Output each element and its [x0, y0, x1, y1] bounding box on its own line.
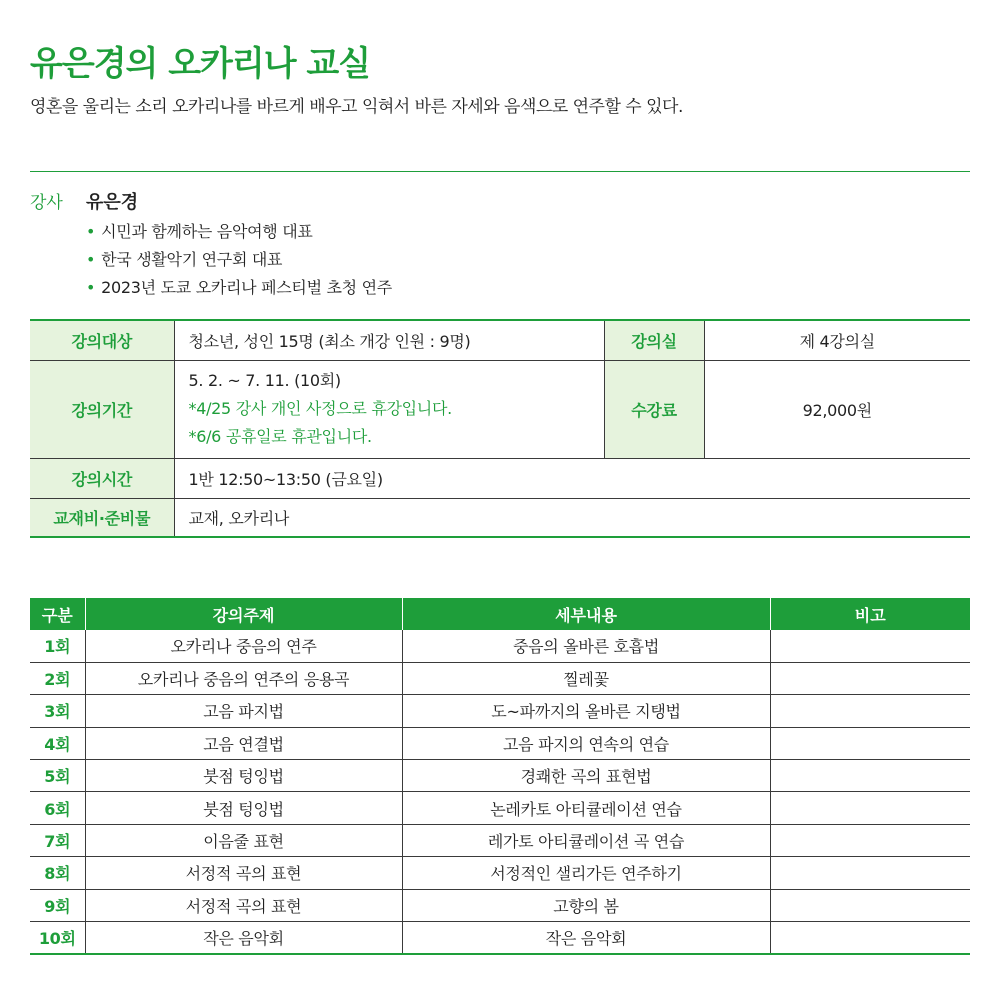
- session-note: [770, 922, 970, 954]
- session-note: [770, 857, 970, 889]
- info-row-period: [30, 360, 970, 458]
- session-note: [770, 695, 970, 727]
- table-row: [30, 760, 970, 792]
- session-topic: 고음 파지법: [85, 695, 402, 727]
- session-no: 6회: [30, 792, 85, 824]
- target-label: 강의대상: [30, 320, 174, 360]
- info-row-time: [30, 458, 970, 498]
- session-topic: 작은 음악회: [85, 922, 402, 954]
- curriculum-table: [30, 598, 970, 955]
- instructor-section: [30, 188, 392, 302]
- period-note-closed: *4/25 강사 개인 사정으로 휴강입니다.: [188, 399, 452, 418]
- session-note: [770, 889, 970, 921]
- room-value: 제 4강의실: [704, 320, 970, 360]
- curriculum-header-row: [30, 598, 970, 630]
- session-detail: 고음 파지의 연속의 연습: [402, 727, 770, 759]
- session-detail: 찔레꽃: [402, 662, 770, 694]
- table-row: [30, 695, 970, 727]
- instructor-career-list: [86, 218, 392, 302]
- session-detail: 경쾌한 곡의 표현법: [402, 760, 770, 792]
- time-value: 1반 12:50~13:50 (금요일): [174, 458, 970, 498]
- material-value: 교재, 오카리나: [174, 498, 970, 537]
- period-dates: 5. 2. ~ 7. 11. (10회): [188, 371, 341, 390]
- session-detail: 서정적인 샐리가든 연주하기: [402, 857, 770, 889]
- session-detail: 중음의 올바른 호흡법: [402, 630, 770, 662]
- session-no: 2회: [30, 662, 85, 694]
- session-no: 7회: [30, 824, 85, 856]
- bullet-icon: •: [86, 250, 96, 269]
- fee-value: 92,000원: [704, 360, 970, 458]
- session-topic: 붓점 텅잉법: [85, 760, 402, 792]
- time-label: 강의시간: [30, 458, 174, 498]
- session-note: [770, 792, 970, 824]
- instructor-name: 유은경: [86, 192, 139, 213]
- session-note: [770, 727, 970, 759]
- table-row: [30, 824, 970, 856]
- info-row-target: [30, 320, 970, 360]
- session-topic: 붓점 텅잉법: [85, 792, 402, 824]
- bullet-icon: •: [86, 278, 96, 297]
- col-header-no: 구분: [30, 598, 85, 630]
- session-detail: 논레카토 아티큘레이션 연습: [402, 792, 770, 824]
- session-detail: 도~파까지의 올바른 지탱법: [402, 695, 770, 727]
- table-row: [30, 662, 970, 694]
- session-no: 10회: [38, 928, 76, 948]
- session-topic: 오카리나 중음의 연주: [85, 630, 402, 662]
- target-value: 청소년, 성인 15명 (최소 개강 인원 : 9명): [174, 320, 604, 360]
- section-divider: [30, 171, 970, 172]
- page-title: 유은경의 오카리나 교실: [30, 44, 371, 84]
- period-note-holiday: *6/6 공휴일로 휴관입니다.: [188, 427, 372, 446]
- session-detail: 레가토 아티큘레이션 곡 연습: [402, 824, 770, 856]
- session-detail: 고향의 봄: [402, 889, 770, 921]
- career-item: • 시민과 함께하는 음악여행 대표: [86, 222, 313, 241]
- info-row-material: [30, 498, 970, 537]
- fee-label: 수강료: [604, 360, 704, 458]
- page-subtitle: 영혼을 울리는 소리 오카리나를 바르게 배우고 익혀서 바른 자세와 음색으로 연주할 수 있다.: [30, 97, 683, 117]
- table-row: [30, 727, 970, 759]
- col-header-detail: 세부내용: [402, 598, 770, 630]
- instructor-label: 강사: [30, 193, 63, 213]
- session-no: 8회: [30, 857, 85, 889]
- table-row: [30, 857, 970, 889]
- session-no: 3회: [30, 695, 85, 727]
- table-row: [30, 792, 970, 824]
- session-no: 4회: [30, 727, 85, 759]
- career-item: • 한국 생활악기 연구회 대표: [86, 250, 283, 269]
- period-value: [174, 360, 604, 458]
- session-no: 9회: [30, 889, 85, 921]
- table-row: [30, 889, 970, 921]
- session-detail: 작은 음악회: [402, 922, 770, 954]
- table-row: [30, 630, 970, 662]
- session-topic: 이음줄 표현: [85, 824, 402, 856]
- session-topic: 서정적 곡의 표현: [85, 857, 402, 889]
- room-label: 강의실: [604, 320, 704, 360]
- career-item: • 2023년 도쿄 오카리나 페스티벌 초청 연주: [86, 278, 392, 297]
- session-topic: 서정적 곡의 표현: [85, 889, 402, 921]
- col-header-topic: 강의주제: [85, 598, 402, 630]
- session-topic: 오카리나 중음의 연주의 응용곡: [85, 662, 402, 694]
- col-header-note: 비고: [770, 598, 970, 630]
- curriculum-body: [30, 630, 970, 954]
- session-note: [770, 760, 970, 792]
- table-row: [30, 922, 970, 954]
- session-no: 5회: [30, 760, 85, 792]
- session-no: 1회: [30, 630, 85, 662]
- bullet-icon: •: [86, 222, 96, 241]
- material-label: 교재비·준비물: [30, 498, 174, 537]
- session-note: [770, 662, 970, 694]
- period-label: 강의기간: [30, 360, 174, 458]
- session-note: [770, 630, 970, 662]
- session-note: [770, 824, 970, 856]
- course-info-table: [30, 319, 970, 538]
- session-topic: 고음 연결법: [85, 727, 402, 759]
